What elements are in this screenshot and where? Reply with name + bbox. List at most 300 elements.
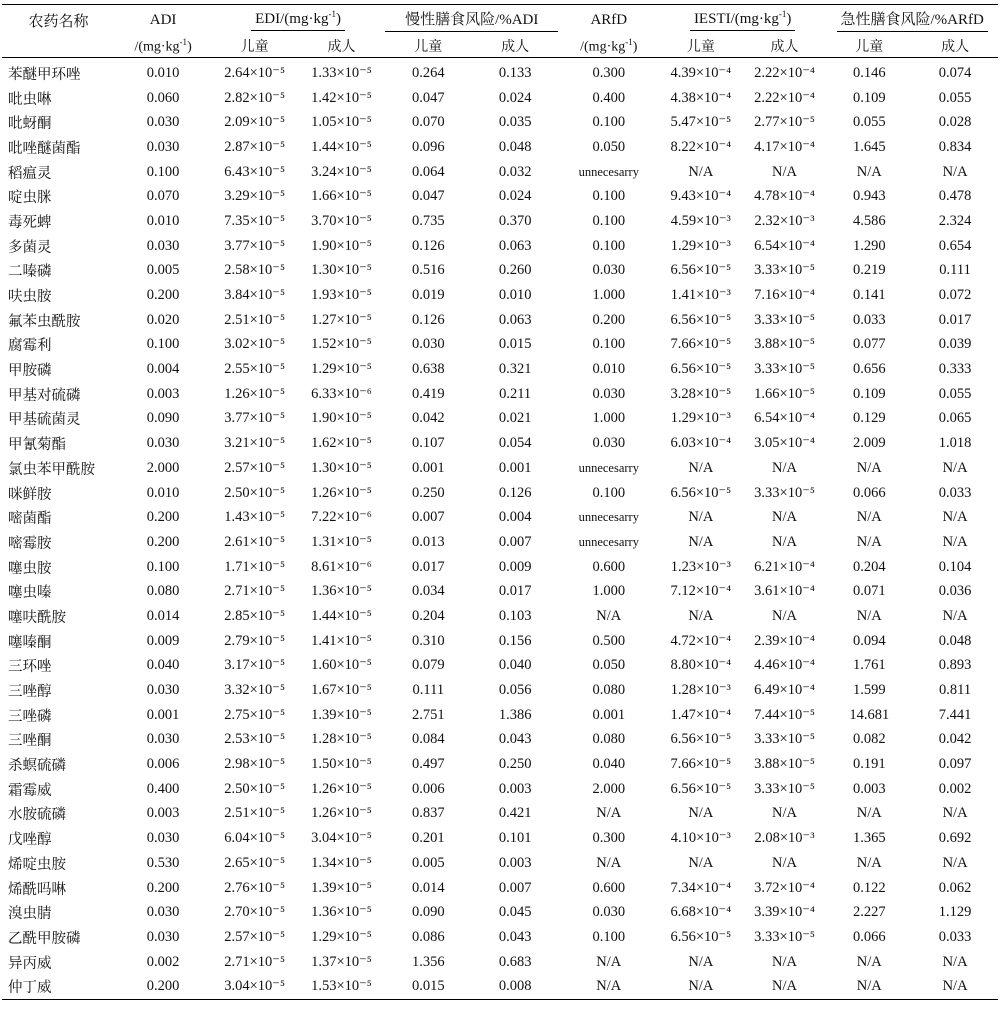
cell-iesti-adult: 2.22×10⁻⁴: [754, 89, 815, 106]
table-row: [2, 234, 998, 259]
table-row: [2, 308, 998, 333]
cell-pesticide-name: 氟苯虫酰胺: [8, 313, 81, 330]
cell-iesti-adult: 2.39×10⁻⁴: [754, 632, 815, 649]
cell-edi-child: 2.82×10⁻⁵: [224, 89, 286, 106]
cell-edi-child: 2.70×10⁻⁵: [224, 904, 286, 921]
cell-iesti-child: N/A: [688, 953, 714, 970]
header-edi: EDI/(mg·kg: [255, 11, 329, 27]
cell-chronic-risk-adult: 0.007: [498, 533, 532, 550]
cell-adi: 0.200: [146, 879, 180, 896]
cell-acute-risk-child: N/A: [856, 953, 882, 970]
cell-acute-risk-adult: 0.893: [938, 657, 972, 674]
table-row: [2, 505, 998, 530]
cell-acute-risk-adult: 0.065: [938, 410, 972, 427]
cell-edi-adult: 1.42×10⁻⁵: [311, 89, 372, 106]
cell-chronic-risk-adult: 0.133: [498, 64, 532, 81]
cell-edi-adult: 1.93×10⁻⁵: [311, 287, 372, 304]
cell-iesti-child: 6.03×10⁻⁴: [670, 435, 732, 452]
cell-chronic-risk-adult: 0.370: [498, 212, 532, 229]
cell-edi-adult: 1.90×10⁻⁵: [311, 237, 372, 254]
cell-iesti-adult: N/A: [772, 854, 798, 871]
cell-edi-child: 7.35×10⁻⁵: [224, 212, 286, 229]
cell-iesti-child: N/A: [659, 974, 743, 999]
table-row: [2, 629, 998, 654]
cell-arfd: N/A: [596, 607, 622, 624]
cell-iesti-child: 1.41×10⁻³: [670, 287, 731, 304]
cell-edi-adult: 1.37×10⁻⁵: [311, 953, 372, 970]
cell-iesti-child: 1.29×10⁻³: [670, 237, 731, 254]
cell-chronic-risk-child: 0.006: [411, 780, 445, 797]
cell-chronic-risk-child: 0.070: [411, 114, 445, 131]
cell-edi-child: 2.53×10⁻⁵: [224, 731, 286, 748]
cell-edi-adult: 3.24×10⁻⁵: [311, 163, 372, 180]
cell-iesti-child: N/A: [688, 805, 714, 822]
header-pesticide-name: 农药名称: [2, 5, 115, 36]
cell-acute-risk-child: 0.204: [852, 558, 886, 575]
cell-pesticide-name: 霜霉威: [8, 782, 52, 799]
cell-edi-child: 2.57×10⁻⁵: [224, 928, 286, 945]
cell-acute-risk-adult: 0.104: [938, 558, 972, 575]
cell-acute-risk-child: 14.681: [849, 706, 890, 723]
cell-acute-risk-child: 1.761: [852, 657, 886, 674]
cell-edi-adult: 1.62×10⁻⁵: [311, 435, 372, 452]
cell-pesticide-name: 啶虫脒: [8, 190, 52, 207]
cell-acute-risk-adult: N/A: [942, 607, 968, 624]
header-chronic-risk: 慢性膳食风险/%ADI: [385, 8, 558, 32]
cell-arfd: unnecesarry: [578, 534, 639, 549]
cell-edi-adult: 3.04×10⁻⁵: [311, 830, 372, 847]
cell-chronic-risk-child: 0.250: [411, 484, 445, 501]
cell-adi: 0.200: [115, 974, 211, 999]
cell-adi: 0.006: [146, 756, 180, 773]
cell-adi: 2.000: [146, 459, 180, 476]
table-row: [2, 974, 998, 999]
cell-chronic-risk-child: 0.090: [411, 904, 445, 921]
header-iesti-sup: -1: [778, 9, 787, 19]
cell-edi-child: 2.50×10⁻⁵: [224, 484, 286, 501]
cell-edi-child: 2.57×10⁻⁵: [224, 459, 286, 476]
cell-chronic-risk-adult: 0.043: [498, 731, 532, 748]
cell-acute-risk-child: N/A: [826, 974, 912, 999]
cell-pesticide-name: 噻虫胺: [8, 560, 52, 577]
cell-adi: 0.005: [146, 262, 180, 279]
cell-acute-risk-adult: 0.654: [938, 237, 972, 254]
cell-adi: 0.530: [146, 854, 180, 871]
cell-arfd: 0.300: [592, 64, 626, 81]
cell-pesticide-name: 乙酰甲胺磷: [8, 930, 81, 947]
cell-pesticide-name: 氯虫苯甲酰胺: [8, 461, 95, 478]
table-row: [2, 826, 998, 851]
header-arfd-unit-close: ): [632, 39, 638, 55]
cell-iesti-adult: N/A: [772, 805, 798, 822]
cell-chronic-risk-child: 0.204: [411, 607, 445, 624]
cell-edi-adult: 1.90×10⁻⁵: [311, 410, 372, 427]
cell-iesti-adult: 2.77×10⁻⁵: [754, 114, 815, 131]
cell-chronic-risk-child: 0.030: [411, 336, 445, 353]
cell-acute-risk-child: N/A: [856, 607, 882, 624]
cell-iesti-child: 7.34×10⁻⁴: [670, 879, 732, 896]
cell-adi: 0.090: [146, 410, 180, 427]
cell-edi-adult: 6.33×10⁻⁶: [311, 385, 372, 402]
cell-arfd: 0.010: [592, 361, 626, 378]
cell-chronic-risk-child: 0.015: [385, 974, 472, 999]
cell-adi: 0.030: [146, 928, 180, 945]
cell-acute-risk-child: N/A: [856, 805, 882, 822]
cell-chronic-risk-child: 0.086: [411, 928, 445, 945]
cell-adi: 0.030: [146, 138, 180, 155]
header-arfd-unit: [559, 35, 659, 58]
header-acute-adult: 成人: [912, 35, 998, 58]
cell-arfd: 0.100: [592, 336, 626, 353]
cell-adi: 0.060: [146, 89, 180, 106]
cell-iesti-adult: N/A: [772, 953, 798, 970]
table-row: [2, 209, 998, 234]
cell-iesti-child: 7.66×10⁻⁵: [670, 336, 732, 353]
cell-acute-risk-adult: 0.074: [938, 64, 972, 81]
cell-iesti-child: 4.59×10⁻³: [670, 212, 731, 229]
cell-adi: 0.030: [146, 237, 180, 254]
cell-acute-risk-child: 0.141: [852, 287, 886, 304]
cell-edi-adult: 1.26×10⁻⁵: [311, 484, 372, 501]
table-row: [2, 678, 998, 703]
table-row: [2, 160, 998, 185]
cell-acute-risk-adult: 0.333: [938, 361, 972, 378]
cell-arfd: 0.100: [592, 212, 626, 229]
cell-chronic-risk-adult: 0.048: [498, 138, 532, 155]
cell-chronic-risk-child: 0.084: [411, 731, 445, 748]
cell-acute-risk-adult: 0.002: [938, 780, 972, 797]
cell-pesticide-name: 异丙威: [8, 955, 52, 972]
cell-acute-risk-adult: N/A: [942, 854, 968, 871]
cell-edi-child: 2.09×10⁻⁵: [224, 114, 286, 131]
cell-chronic-risk-child: 0.126: [411, 237, 445, 254]
cell-adi: 0.200: [146, 533, 180, 550]
table-row: [2, 110, 998, 135]
cell-iesti-child: 4.72×10⁻⁴: [670, 632, 732, 649]
cell-edi-adult: 3.70×10⁻⁵: [311, 212, 372, 229]
cell-arfd: 0.100: [592, 188, 626, 205]
cell-adi: 0.200: [146, 509, 180, 526]
cell-iesti-adult: 3.33×10⁻⁵: [754, 484, 815, 501]
header-acute-group: [826, 5, 998, 36]
cell-arfd: unnecesarry: [578, 510, 639, 525]
cell-iesti-adult: 6.49×10⁻⁴: [754, 682, 815, 699]
table-row: [2, 456, 998, 481]
header-edi-group: [211, 5, 385, 36]
cell-pesticide-name: 戊唑醇: [8, 832, 52, 849]
header-adi-unit-text: /(mg·kg: [134, 39, 180, 55]
cell-acute-risk-adult: 0.033: [938, 484, 972, 501]
cell-edi-child: 2.79×10⁻⁵: [224, 632, 286, 649]
header-adi-unit-close: ): [187, 39, 192, 55]
cell-edi-adult: 1.28×10⁻⁵: [311, 731, 372, 748]
header-blank: [2, 35, 115, 58]
cell-chronic-risk-adult: 0.021: [498, 410, 532, 427]
cell-edi-child: 2.50×10⁻⁵: [224, 780, 286, 797]
cell-chronic-risk-child: 0.638: [411, 361, 445, 378]
cell-edi-adult: 1.44×10⁻⁵: [311, 138, 372, 155]
cell-acute-risk-child: 0.109: [852, 89, 886, 106]
header-acute-child: 儿童: [826, 35, 912, 58]
cell-acute-risk-adult: 1.018: [938, 435, 972, 452]
cell-acute-risk-adult: 0.834: [938, 138, 972, 155]
cell-chronic-risk-child: 2.751: [411, 706, 445, 723]
cell-iesti-adult: N/A: [772, 607, 798, 624]
cell-adi: 0.100: [146, 163, 180, 180]
cell-adi: 0.004: [146, 361, 180, 378]
cell-edi-child: 1.71×10⁻⁵: [224, 558, 286, 575]
cell-adi: 0.080: [146, 583, 180, 600]
cell-arfd: 0.600: [592, 558, 626, 575]
cell-acute-risk-child: N/A: [856, 854, 882, 871]
cell-iesti-adult: 3.33×10⁻⁵: [754, 780, 815, 797]
cell-iesti-adult: 7.44×10⁻⁵: [754, 706, 815, 723]
header-arfd-unit-sup: -1: [625, 36, 633, 47]
header-adi: ADI: [115, 5, 211, 36]
header-iesti-group: [659, 5, 826, 36]
cell-arfd: 0.080: [592, 682, 626, 699]
cell-acute-risk-adult: 0.072: [938, 287, 972, 304]
cell-chronic-risk-child: 0.064: [411, 163, 445, 180]
cell-acute-risk-child: 0.094: [852, 632, 886, 649]
cell-adi: 0.003: [146, 385, 180, 402]
cell-adi: 0.030: [146, 830, 180, 847]
cell-arfd: 1.000: [592, 583, 626, 600]
cell-adi: 0.030: [146, 435, 180, 452]
cell-arfd: N/A: [596, 805, 622, 822]
cell-edi-adult: 1.26×10⁻⁵: [311, 780, 372, 797]
header-iesti-close: ): [786, 11, 792, 27]
cell-chronic-risk-adult: 0.017: [498, 583, 532, 600]
cell-edi-child: 6.43×10⁻⁵: [224, 163, 286, 180]
cell-iesti-adult: 4.17×10⁻⁴: [754, 138, 815, 155]
cell-edi-child: 3.29×10⁻⁵: [224, 188, 286, 205]
cell-adi: 0.400: [146, 780, 180, 797]
cell-acute-risk-child: 0.943: [852, 188, 886, 205]
cell-iesti-adult: 2.08×10⁻³: [754, 830, 815, 847]
cell-chronic-risk-adult: 0.103: [498, 607, 532, 624]
cell-pesticide-name: 毒死蜱: [8, 214, 52, 231]
header-acute-risk: 急性膳食风险/%ARfD: [837, 8, 988, 32]
cell-iesti-adult: 7.16×10⁻⁴: [754, 287, 815, 304]
cell-chronic-risk-child: 0.497: [411, 756, 445, 773]
header-edi-adult: 成人: [298, 35, 385, 58]
table-row: [2, 431, 998, 456]
cell-acute-risk-child: N/A: [856, 459, 882, 476]
cell-adi: 0.010: [146, 484, 180, 501]
cell-iesti-child: 6.56×10⁻⁵: [670, 311, 732, 328]
cell-acute-risk-child: 0.066: [852, 928, 886, 945]
cell-chronic-risk-adult: 0.003: [498, 780, 532, 797]
cell-adi: 0.100: [146, 336, 180, 353]
cell-arfd: 2.000: [592, 780, 626, 797]
cell-pesticide-name: 甲氰菊酯: [8, 437, 66, 454]
cell-iesti-child: 6.56×10⁻⁵: [670, 361, 732, 378]
table-row: [2, 530, 998, 555]
cell-acute-risk-adult: 0.055: [938, 89, 972, 106]
cell-iesti-adult: 6.21×10⁻⁴: [754, 558, 815, 575]
cell-pesticide-name: 烯酰吗啉: [8, 881, 66, 898]
cell-arfd: 0.030: [592, 904, 626, 921]
table-row: [2, 135, 998, 160]
cell-acute-risk-child: 1.599: [852, 682, 886, 699]
cell-iesti-adult: 3.39×10⁻⁴: [754, 904, 815, 921]
cell-iesti-adult: 3.33×10⁻⁵: [754, 731, 815, 748]
cell-chronic-risk-child: 0.201: [411, 830, 445, 847]
cell-iesti-adult: N/A: [772, 509, 798, 526]
cell-arfd: 0.500: [592, 632, 626, 649]
cell-edi-child: 2.65×10⁻⁵: [224, 854, 286, 871]
cell-iesti-child: 4.10×10⁻³: [670, 830, 731, 847]
cell-pesticide-name: 咪鲜胺: [8, 486, 52, 503]
cell-iesti-adult: 4.46×10⁻⁴: [754, 657, 815, 674]
table-row: [2, 259, 998, 284]
cell-chronic-risk-adult: 0.024: [498, 188, 532, 205]
cell-edi-adult: 1.41×10⁻⁵: [311, 632, 372, 649]
cell-chronic-risk-child: 0.019: [411, 287, 445, 304]
cell-arfd: 0.001: [592, 706, 626, 723]
cell-acute-risk-child: 1.645: [852, 138, 886, 155]
cell-pesticide-name: 水胺硫磷: [8, 807, 66, 824]
cell-iesti-child: 6.56×10⁻⁵: [670, 262, 732, 279]
cell-edi-adult: 1.53×10⁻⁵: [298, 974, 385, 999]
cell-chronic-risk-adult: 0.010: [498, 287, 532, 304]
header-iesti-adult: 成人: [743, 35, 827, 58]
cell-edi-adult: 1.30×10⁻⁵: [311, 262, 372, 279]
cell-adi: 0.100: [146, 558, 180, 575]
cell-arfd: 0.050: [592, 657, 626, 674]
cell-acute-risk-child: 0.082: [852, 731, 886, 748]
cell-acute-risk-adult: 0.042: [938, 731, 972, 748]
cell-pesticide-name: 杀螟硫磷: [8, 758, 66, 775]
cell-acute-risk-adult: 0.062: [938, 879, 972, 896]
cell-iesti-child: 7.66×10⁻⁵: [670, 756, 732, 773]
cell-iesti-adult: 3.33×10⁻⁵: [754, 311, 815, 328]
table-row: [2, 555, 998, 580]
table-row: [2, 333, 998, 358]
cell-acute-risk-child: 2.227: [852, 904, 886, 921]
cell-chronic-risk-child: 0.111: [412, 682, 445, 699]
table-row: [2, 86, 998, 111]
cell-acute-risk-adult: 0.811: [939, 682, 972, 699]
cell-chronic-risk-child: 0.017: [411, 558, 445, 575]
cell-pesticide-name: 仲丁威: [2, 974, 115, 999]
cell-iesti-adult: 3.72×10⁻⁴: [754, 879, 815, 896]
cell-acute-risk-child: 0.077: [852, 336, 886, 353]
cell-acute-risk-child: 0.122: [852, 879, 886, 896]
cell-iesti-adult: 3.88×10⁻⁵: [754, 756, 815, 773]
cell-edi-child: 3.02×10⁻⁵: [224, 336, 286, 353]
table-header: [2, 5, 998, 58]
cell-acute-risk-child: 0.066: [852, 484, 886, 501]
table-row: [2, 752, 998, 777]
cell-adi: 0.200: [146, 287, 180, 304]
cell-arfd: N/A: [559, 974, 659, 999]
cell-edi-child: 2.55×10⁻⁵: [224, 361, 286, 378]
cell-chronic-risk-child: 0.001: [411, 459, 445, 476]
cell-iesti-adult: N/A: [743, 974, 827, 999]
cell-arfd: 0.300: [592, 830, 626, 847]
cell-chronic-risk-adult: 0.683: [498, 953, 532, 970]
cell-iesti-adult: 6.54×10⁻⁴: [754, 237, 815, 254]
cell-chronic-risk-adult: 0.211: [499, 385, 532, 402]
cell-edi-adult: 1.33×10⁻⁵: [311, 64, 372, 81]
cell-chronic-risk-adult: 0.045: [498, 904, 532, 921]
cell-edi-adult: 1.31×10⁻⁵: [311, 533, 372, 550]
cell-edi-child: 2.58×10⁻⁵: [224, 262, 286, 279]
cell-acute-risk-child: 4.586: [852, 212, 886, 229]
cell-acute-risk-adult: 0.097: [938, 756, 972, 773]
cell-acute-risk-adult: 0.055: [938, 385, 972, 402]
cell-acute-risk-child: 1.290: [852, 237, 886, 254]
cell-iesti-adult: 2.22×10⁻⁴: [754, 64, 815, 81]
cell-chronic-risk-adult: 0.015: [498, 336, 532, 353]
header-arfd-unit-text: /(mg·kg: [580, 39, 626, 55]
cell-edi-adult: 1.39×10⁻⁵: [311, 879, 372, 896]
header-iesti: IESTI/(mg·kg: [693, 11, 779, 27]
cell-chronic-risk-child: 0.013: [411, 533, 445, 550]
table-row: [2, 802, 998, 827]
cell-acute-risk-adult: 2.324: [938, 212, 972, 229]
cell-adi: 0.001: [146, 706, 180, 723]
cell-chronic-risk-adult: 1.386: [498, 706, 532, 723]
cell-iesti-adult: 2.32×10⁻³: [754, 212, 815, 229]
cell-edi-child: 3.21×10⁻⁵: [224, 435, 286, 452]
cell-acute-risk-child: 0.055: [852, 114, 886, 131]
cell-acute-risk-child: N/A: [856, 163, 882, 180]
cell-acute-risk-child: 0.071: [852, 583, 886, 600]
cell-iesti-child: 8.22×10⁻⁴: [670, 138, 732, 155]
cell-acute-risk-adult: N/A: [942, 509, 968, 526]
cell-adi: 0.010: [146, 64, 180, 81]
table-row: [2, 900, 998, 925]
cell-iesti-adult: 6.54×10⁻⁴: [754, 410, 815, 427]
cell-chronic-risk-adult: 0.001: [498, 459, 532, 476]
cell-adi: 0.003: [146, 805, 180, 822]
cell-edi-child: 2.76×10⁻⁵: [224, 879, 286, 896]
cell-chronic-risk-child: 0.096: [411, 138, 445, 155]
header-arfd: ARfD: [559, 5, 659, 36]
table-row: [2, 876, 998, 901]
table-row: [2, 851, 998, 876]
table-row: [2, 283, 998, 308]
cell-arfd: 0.100: [592, 484, 626, 501]
cell-acute-risk-adult: N/A: [942, 805, 968, 822]
cell-chronic-risk-adult: 0.126: [498, 484, 532, 501]
cell-pesticide-name: 溴虫腈: [8, 906, 52, 923]
cell-chronic-risk-child: 1.356: [411, 953, 445, 970]
cell-chronic-risk-child: 0.014: [411, 879, 445, 896]
cell-chronic-risk-child: 0.419: [411, 385, 445, 402]
cell-acute-risk-adult: 1.129: [938, 904, 972, 921]
cell-edi-adult: 1.66×10⁻⁵: [311, 188, 372, 205]
cell-arfd: N/A: [596, 953, 622, 970]
cell-edi-child: 1.26×10⁻⁵: [224, 385, 286, 402]
cell-edi-adult: 1.50×10⁻⁵: [311, 756, 372, 773]
cell-chronic-risk-child: 0.126: [411, 311, 445, 328]
cell-chronic-risk-adult: 0.054: [498, 435, 532, 452]
cell-edi-adult: 1.05×10⁻⁵: [311, 114, 372, 131]
cell-iesti-adult: 3.33×10⁻⁵: [754, 262, 815, 279]
cell-edi-child: 3.84×10⁻⁵: [224, 287, 286, 304]
cell-edi-child: 2.98×10⁻⁵: [224, 756, 286, 773]
table-row: [2, 950, 998, 975]
cell-pesticide-name: 嘧菌酯: [8, 511, 52, 528]
cell-chronic-risk-child: 0.042: [411, 410, 445, 427]
cell-pesticide-name: 甲胺磷: [8, 363, 52, 380]
cell-iesti-child: N/A: [688, 459, 714, 476]
cell-acute-risk-adult: 0.111: [939, 262, 971, 279]
